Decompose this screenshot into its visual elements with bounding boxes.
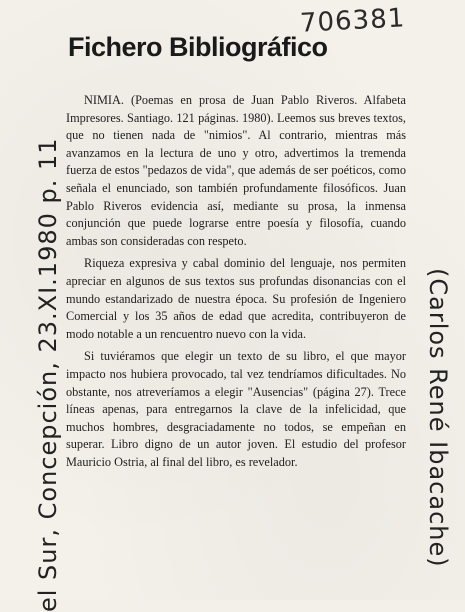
- article-body: [66, 92, 406, 476]
- paragraph: Si tuviéramos que elegir un texto de su libro, el que mayor impacto nos hubiera provocado, tal vez tendríamos dificultades. No obstante, nos atreveríamos a elegir "Ausencias" (página 27). Trece líneas apenas, para entregarnos la clave de la infelicidad, que muchos hombres, desgraciadamente no todos, se empeñan en superar. Libro digno de un autor joven. El estudio del profesor Mauricio Ostria, al final del libro, es revelador.: [66, 349, 406, 469]
- paragraph: Riqueza expresiva y cabal dominio del lenguaje, nos permiten apreciar en algunos de sus textos sus profundas disonancias con el mundo estandarizado de nuestra época. Su profesión de Ingeniero Comercial y los 35 años de edad que acredita, contribuyeron de modo notable a un rencuentro nuevo con la vida.: [66, 256, 406, 341]
- article-title: Fichero Bibliográfico: [68, 32, 328, 62]
- handwritten-source-note: el Sur, Concepción, 23.XI.1980 p. 11: [34, 137, 62, 612]
- paragraph: NIMIA. (Poemas en prosa de Juan Pablo Riveros. Alfabeta Impresores. Santiago. 121 páginas. 1980). Leemos sus breves textos, que no tienen nada de "nimios". Al contrario, mientras más avanzamos en la lectura de uno y otro, advertimos la tremenda fuerza de estos "pedazos de vida", que además de ser poéticos, como señala el enunciado, son también profundamente filosóficos. Juan Pablo Riveros evidencia así, mediante su prosa, la inmensa conjunción que puede lograrse entre poesía y filosofía, cuando ambas son consideradas con respeto.: [66, 93, 406, 248]
- handwritten-archive-number: 706381: [299, 3, 406, 39]
- handwritten-author-note: (Carlos René Ibacache): [424, 268, 452, 568]
